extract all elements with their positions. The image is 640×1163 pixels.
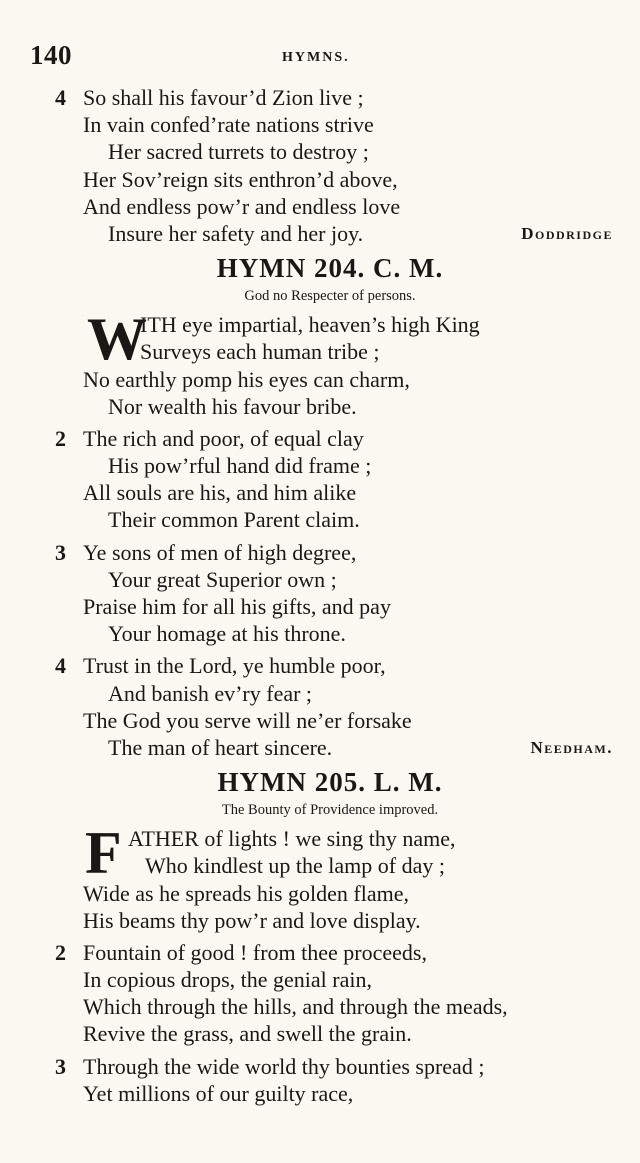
author-attribution: Needham.: [530, 737, 613, 757]
verse-line: And endless pow’r and endless love: [83, 193, 401, 219]
hymn-205-title: HYMN 205. L. M.: [217, 767, 443, 798]
verse-line: Their common Parent claim.: [108, 507, 360, 533]
verse-line: Her Sov’reign sits enthron’d above,: [83, 166, 398, 192]
verse-line: And banish ev’ry fear ;: [108, 680, 313, 706]
verse-line: No earthly pomp his eyes can charm,: [83, 366, 410, 392]
verse-line: All souls are his, and him alike: [83, 480, 357, 506]
verse-line: Your homage at his throne.: [108, 621, 346, 647]
running-title: HYMNS.: [282, 50, 350, 65]
stanza-number: 3: [55, 539, 66, 565]
verse-line: His pow’rful hand did frame ;: [108, 453, 372, 479]
hymn-204-stanza-2: [55, 425, 625, 534]
verse-line: 3 Ye sons of men of high degree,: [55, 539, 357, 565]
verse-line: Who kindlest up the lamp of day ;: [145, 853, 445, 879]
verse-line: Revive the grass, and swell the grain.: [83, 1021, 412, 1047]
hymn-205-stanza-3: [55, 1053, 625, 1107]
verse-line: Praise him for all his gifts, and pay: [83, 594, 391, 619]
hymn-text: [55, 84, 625, 1107]
stanza-number: 2: [55, 939, 66, 965]
hymn-204-stanza-3: [55, 539, 625, 648]
verse-line: 4 Trust in the Lord, ye humble poor,: [55, 653, 386, 679]
verse-line: In vain confed’rate nations strive: [83, 112, 374, 138]
verse-line: The man of heart sincere. Needham.: [108, 734, 613, 760]
hymn-204-stanza-1: [55, 306, 625, 420]
verse-line: 4 So shall his favour’d Zion live ;: [55, 85, 364, 110]
verse-line: Yet millions of our guilty race,: [83, 1080, 354, 1106]
verse-line: Wide as he spreads his golden flame,: [83, 880, 409, 906]
verse-line: 2 The rich and poor, of equal clay: [55, 425, 364, 451]
verse-line: In copious drops, the genial rain,: [83, 967, 372, 993]
stanza-number: 4: [55, 85, 66, 110]
hymn-204-title: HYMN 204. C. M.: [216, 253, 444, 284]
stanza-previous-4: [55, 84, 625, 247]
verse-line: Your great Superior own ;: [108, 566, 337, 592]
hymn-205-stanza-1: [55, 820, 625, 934]
drop-cap: W: [87, 306, 147, 373]
verse-line: 2 Fountain of good ! from thee proceeds,: [55, 939, 427, 965]
hymn-204-stanza-4: [55, 652, 625, 761]
verse-line: Her sacred turrets to destroy ;: [108, 139, 369, 165]
hymn-205-stanza-2: [55, 939, 625, 1048]
page-number: 140: [30, 40, 72, 70]
hymn-204-subtitle: God no Respecter of persons.: [244, 288, 416, 305]
drop-cap: F: [85, 820, 122, 887]
stanza-number: 4: [55, 653, 66, 679]
verse-line: Insure her safety and her joy. Doddridge: [108, 220, 613, 246]
stanza-number: 3: [55, 1053, 66, 1079]
verse-line: 3 Through the wide world thy bounties spread ;: [55, 1053, 485, 1079]
verse-line: Nor wealth his favour bribe.: [108, 393, 357, 419]
author-attribution: Doddridge: [521, 223, 613, 243]
hymn-205-subtitle: The Bounty of Providence improved.: [221, 802, 439, 819]
verse-line: The God you serve will ne’er forsake: [83, 707, 412, 733]
verse-line: ATHER of lights ! we sing thy name,: [128, 826, 456, 852]
verse-line: ITH eye impartial, heaven’s high King: [140, 312, 480, 338]
verse-line: Which through the hills, and through the meads,: [83, 994, 508, 1020]
verse-line: Surveys each human tribe ;: [140, 339, 380, 365]
stanza-number: 2: [55, 425, 66, 451]
verse-line: His beams thy pow’r and love display.: [83, 907, 421, 933]
running-head: [30, 40, 610, 76]
